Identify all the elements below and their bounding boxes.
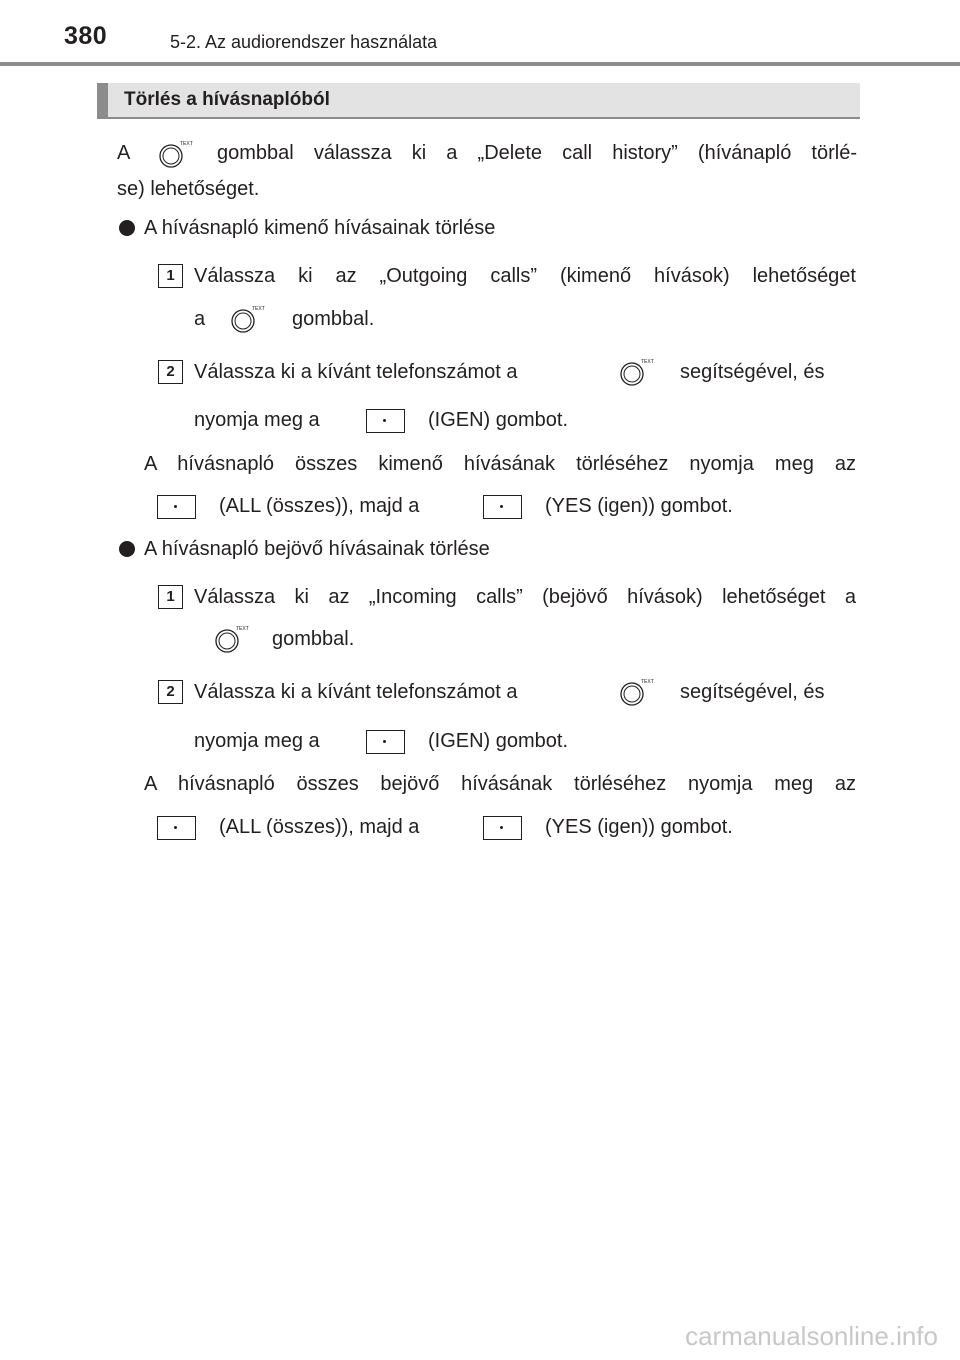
watermark-link[interactable]: carmanualsonline.info [685,1321,938,1351]
outgoing-note-line2a: (ALL (összes)), majd a [219,495,420,517]
outgoing-step2-line2b: (IGEN) gombot. [428,409,569,431]
section-title-bar [97,83,860,117]
step-number: 2 [158,360,183,384]
page-number: 380 [64,22,108,50]
steering-switch-icon [366,730,405,754]
tune-knob-icon [617,677,654,707]
incoming-note-line2a: (ALL (összes)), majd a [219,816,420,838]
outgoing-heading: A hívásnapló kimenő hívásainak törlése [144,217,496,239]
incoming-step2-line1b: segítségével, és [680,681,825,703]
incoming-step2-line2b: (IGEN) gombot. [428,730,569,752]
outgoing-step1-word-a: a [194,308,206,330]
intro-line2: se) lehetőséget. [117,178,260,200]
steering-switch-icon [483,816,522,840]
chapter-title: 5-2. Az audiorendszer használata [170,32,438,52]
section-divider [97,117,860,119]
bullet-icon [119,220,135,236]
step-number: 1 [158,585,183,609]
incoming-step1-line2: gombbal. [272,628,355,650]
outgoing-note-line2b: (YES (igen)) gombot. [545,495,733,517]
steering-switch-icon [483,495,522,519]
outgoing-step1-line1: Válassza ki az „Outgoing calls” (kimenő hívások) lehetőséget [194,265,856,287]
intro-line1: gombbal válassza ki a „Delete call history” (hívánapló törlé- [217,142,857,164]
step-number: 1 [158,264,183,288]
incoming-note-line1: A hívásnapló összes bejövő hívásának törléséhez nyomja meg az [144,773,856,795]
steering-switch-icon [157,495,196,519]
steering-switch-icon [366,409,405,433]
outgoing-step2-line1b: segítségével, és [680,361,825,383]
incoming-step1-line1: Válassza ki az „Incoming calls” (bejövő hívások) lehetőséget a [194,586,856,608]
tune-knob-icon [212,624,249,654]
outgoing-step2-line2a: nyomja meg a [194,409,320,431]
outgoing-note-line1: A hívásnapló összes kimenő hívásának törléséhez nyomja meg az [144,453,856,475]
svg-text:TEXT: TEXT [180,141,193,147]
tune-knob-icon [228,304,265,334]
incoming-heading: A hívásnapló bejövő hívásainak törlése [144,538,490,560]
incoming-step2-line1a: Válassza ki a kívánt telefonszámot a [194,681,518,703]
intro-word-a: A [117,142,131,164]
step-number: 2 [158,680,183,704]
svg-text:TEXT: TEXT [641,679,654,685]
svg-text:TEXT: TEXT [641,359,654,365]
tune-knob-icon [156,139,193,169]
svg-text:TEXT: TEXT [236,626,249,632]
incoming-step2-line2a: nyomja meg a [194,730,320,752]
outgoing-step2-line1a: Válassza ki a kívánt telefonszámot a [194,361,518,383]
incoming-note-line2b: (YES (igen)) gombot. [545,816,733,838]
steering-switch-icon [157,816,196,840]
header-divider [0,62,960,66]
svg-text:TEXT: TEXT [252,306,265,312]
tune-knob-icon [617,357,654,387]
bullet-icon [119,541,135,557]
outgoing-step1-line2: gombbal. [292,308,375,330]
section-title: Törlés a hívásnaplóból [124,89,330,110]
